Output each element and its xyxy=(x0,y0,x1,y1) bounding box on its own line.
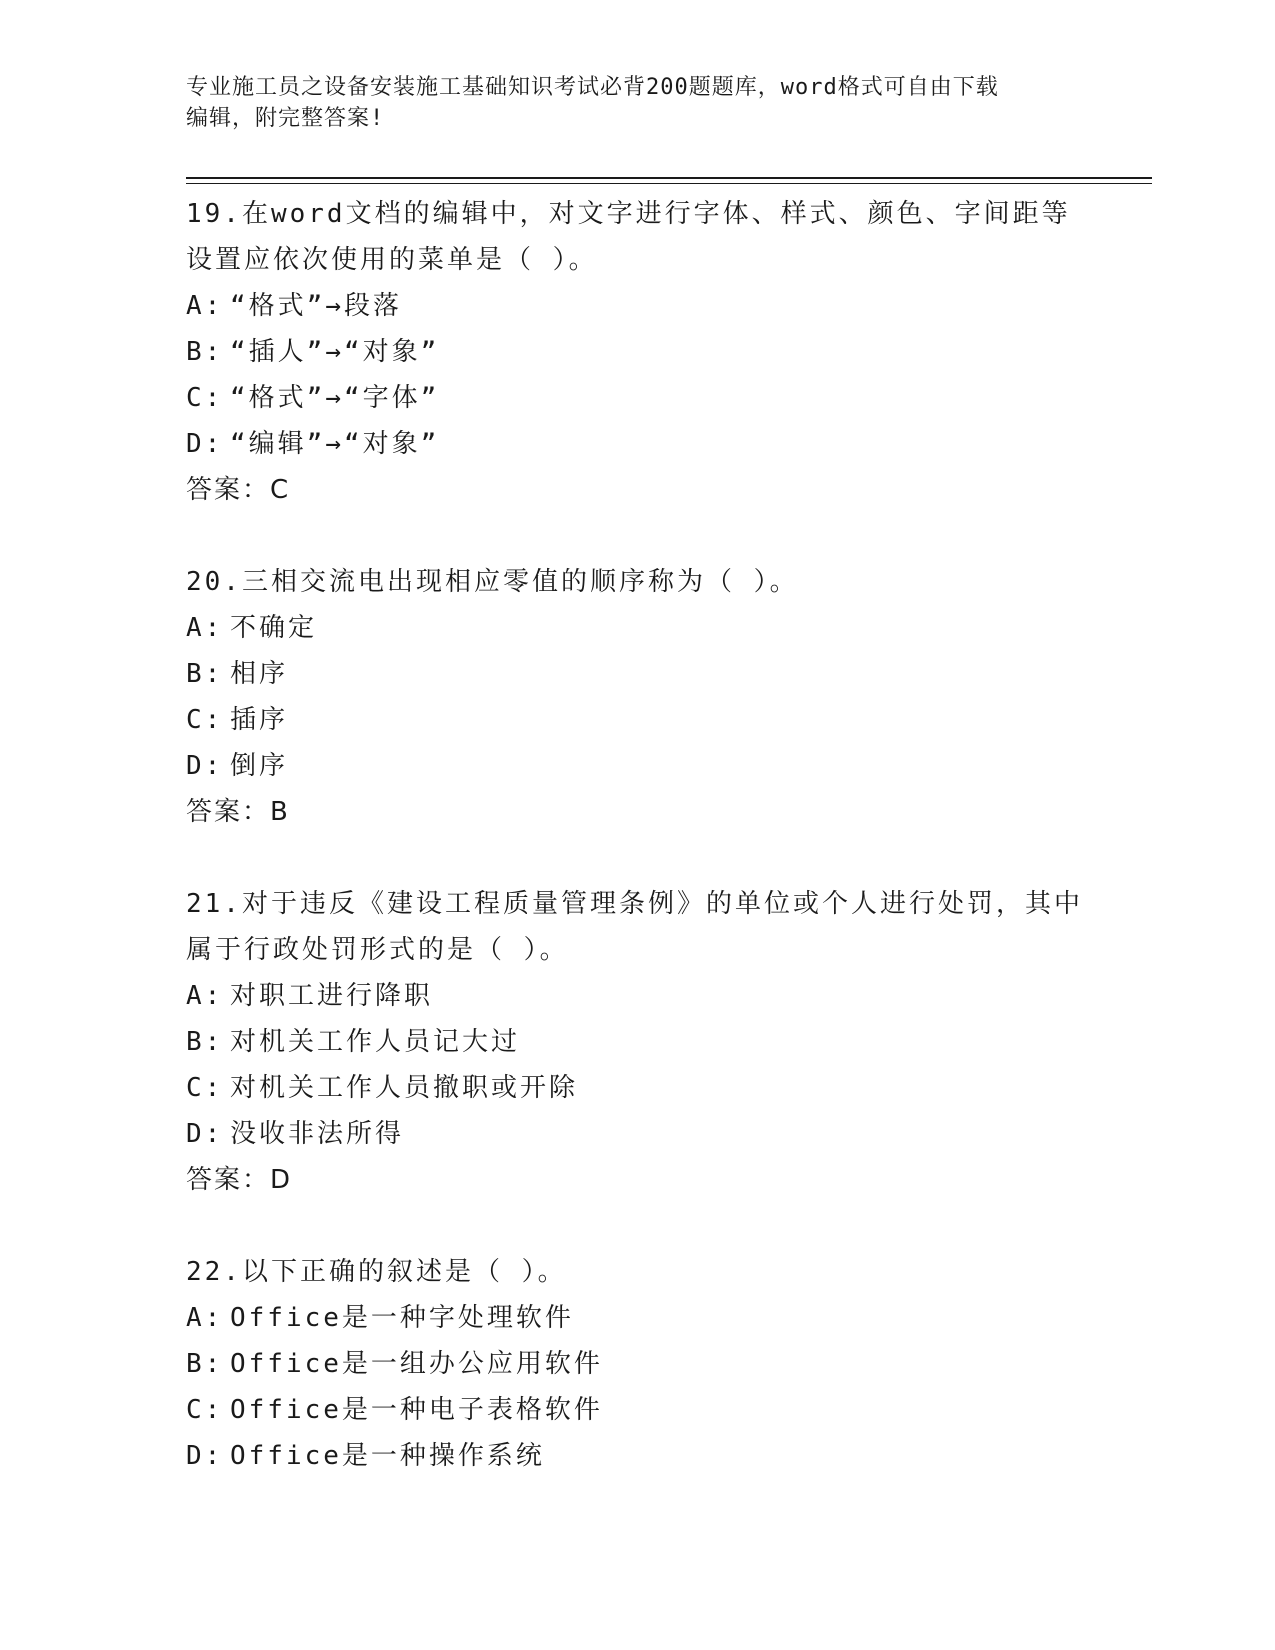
option-d xyxy=(186,1433,1086,1479)
option-letter: D: xyxy=(186,429,224,459)
option-c xyxy=(186,697,1086,743)
option-a xyxy=(186,605,1086,651)
option-letter: D: xyxy=(186,1119,224,1149)
option-letter: C: xyxy=(186,705,224,735)
option-a xyxy=(186,973,1086,1019)
question-20 xyxy=(186,559,1086,835)
option-c xyxy=(186,375,1086,421)
option-text: 没收非法所得 xyxy=(230,1119,405,1149)
option-d xyxy=(186,1111,1086,1157)
answer: 答案：C xyxy=(186,475,291,505)
option-text: 不确定 xyxy=(230,613,318,643)
option-text: “格式”→段落 xyxy=(230,291,402,321)
option-b xyxy=(186,1019,1086,1065)
option-text: 倒序 xyxy=(230,751,289,781)
question-22 xyxy=(186,1249,1086,1479)
option-text: “格式”→“字体” xyxy=(230,383,440,413)
option-letter: D: xyxy=(186,1441,224,1471)
option-text: Office是一种电子表格软件 xyxy=(230,1395,603,1425)
header-divider-thin xyxy=(186,183,1152,184)
option-letter: B: xyxy=(186,1349,224,1379)
option-letter: D: xyxy=(186,751,224,781)
option-a xyxy=(186,1295,1086,1341)
question-stem-continued: 属于行政处罚形式的是（ ）。 xyxy=(186,935,569,965)
question-19 xyxy=(186,191,1086,513)
option-letter: C: xyxy=(186,383,224,413)
option-text: 相序 xyxy=(230,659,289,689)
option-text: Office是一种操作系统 xyxy=(230,1441,545,1471)
document-header xyxy=(186,72,1076,134)
option-letter: B: xyxy=(186,659,224,689)
question-stem: 20.三相交流电出现相应零值的顺序称为（ ）。 xyxy=(186,567,799,597)
header-divider-thick xyxy=(186,177,1152,179)
question-stem: 22.以下正确的叙述是（ ）。 xyxy=(186,1257,567,1287)
option-text: 插序 xyxy=(230,705,289,735)
option-a xyxy=(186,283,1086,329)
option-letter: A: xyxy=(186,981,224,1011)
header-title-line-1: 专业施工员之设备安装施工基础知识考试必背200题题库，word格式可自由下载 xyxy=(186,75,999,100)
option-letter: A: xyxy=(186,613,224,643)
option-b xyxy=(186,329,1086,375)
answer: 答案：B xyxy=(186,797,290,827)
answer: 答案：D xyxy=(186,1165,293,1195)
option-letter: C: xyxy=(186,1395,224,1425)
option-text: 对机关工作人员撤职或开除 xyxy=(230,1073,579,1103)
option-letter: C: xyxy=(186,1073,224,1103)
option-c xyxy=(186,1065,1086,1111)
question-list xyxy=(186,191,1086,1525)
option-b xyxy=(186,651,1086,697)
option-b xyxy=(186,1341,1086,1387)
option-letter: B: xyxy=(186,337,224,367)
header-title-line-2: 编辑，附完整答案! xyxy=(186,106,385,131)
question-stem-continued: 设置应依次使用的菜单是（ ）。 xyxy=(186,245,598,275)
option-letter: A: xyxy=(186,291,224,321)
option-text: 对职工进行降职 xyxy=(230,981,434,1011)
option-letter: A: xyxy=(186,1303,224,1333)
question-stem: 19.在word文档的编辑中，对文字进行字体、样式、颜色、字间距等 xyxy=(186,199,1071,229)
option-d xyxy=(186,421,1086,467)
option-c xyxy=(186,1387,1086,1433)
option-text: 对机关工作人员记大过 xyxy=(230,1027,521,1057)
option-text: “插人”→“对象” xyxy=(230,337,440,367)
question-21 xyxy=(186,881,1086,1203)
option-letter: B: xyxy=(186,1027,224,1057)
question-stem: 21.对于违反《建设工程质量管理条例》的单位或个人进行处罚，其中 xyxy=(186,889,1083,919)
option-d xyxy=(186,743,1086,789)
option-text: Office是一组办公应用软件 xyxy=(230,1349,603,1379)
option-text: Office是一种字处理软件 xyxy=(230,1303,574,1333)
option-text: “编辑”→“对象” xyxy=(230,429,440,459)
